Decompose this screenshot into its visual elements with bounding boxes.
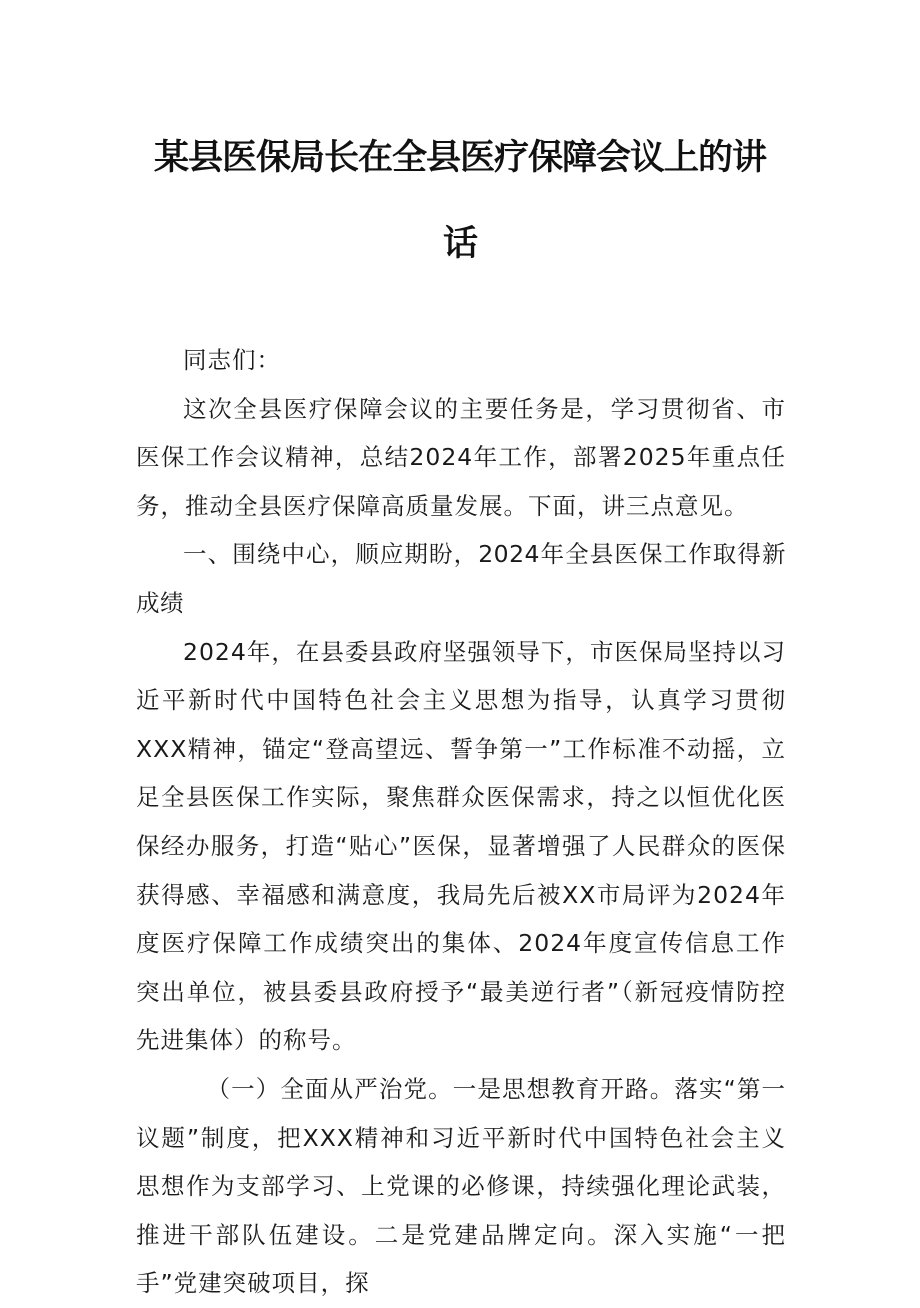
document-title-line-1: 某县医保局长在全县医疗保障会议上的讲 xyxy=(153,138,766,178)
paragraph-intro: 这次全县医疗保障会议的主要任务是，学习贯彻省、市医保工作会议精神，总结2024年工作，部署2025年重点任务，推动全县医疗保障高质量发展。下面，讲三点意见。 xyxy=(136,394,786,520)
paragraph-summary-2024: 2024年，在县委县政府坚强领导下，市医保局坚持以习近平新时代中国特色社会主义思想为指导，认真学习贯彻XXX精神，锚定“登高望远、誓争第一”工作标准不动摇，立足全县医保工作实际，聚焦群众医保需求，持之以恒优化医保经办服务，打造“贴心”医保，显著增强了人民群众的医保获得感、幸福感和满意度，我局先后被XX市局评为2024年度医疗保障工作成绩突出的集体、2024年度宣传信息工作突出单位，被县委县政府授予“最美逆行者”（新冠疫情防控先进集体）的称号。 xyxy=(136,637,786,1055)
document-body xyxy=(136,336,786,1308)
salutation: 同志们： xyxy=(183,346,281,374)
paragraph-party-building: （一）全面从严治党。一是思想教育开路。落实“第一议题”制度，把XXX精神和习近平新时代中国特色社会主义思想作为支部学习、上党课的必修课，持续强化理论武装，推进干部队伍建设。二是党建品牌定向。深入实施“一把手”党建突破项目，探 xyxy=(136,1074,786,1298)
section-heading-1: 一、围绕中心，顺应期盼，2024年全县医保工作取得新成绩 xyxy=(136,540,786,617)
document-title-line-2: 话 xyxy=(442,224,477,264)
